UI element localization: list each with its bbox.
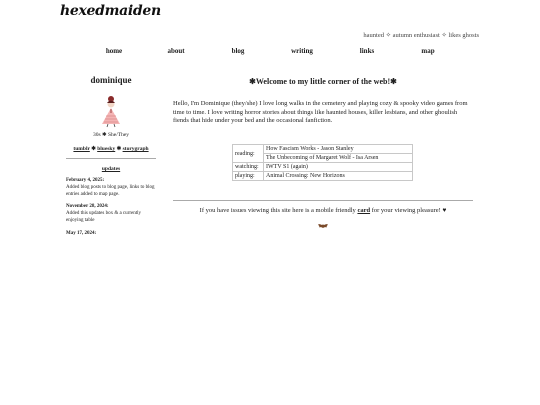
link-separator: ✱ [91,146,96,152]
nav-writing[interactable]: writing [291,47,313,55]
site-tagline: haunted ✧ autumn enthusiast ✧ likes ghosts [363,32,479,39]
table-row [233,172,413,181]
watching-item: IWTV S1 (again) [264,163,413,172]
update-entry [66,178,156,198]
nav-blog[interactable]: blog [231,47,245,55]
update-date: February 4, 2025: [66,178,105,183]
reading-item: The Unbecoming of Margaret Wolf - Isa Arsen [264,154,413,163]
intro-text: Hello, I'm Dominique (they/she) I love long walks in the cemetery and playing cozy & spooky video games from time to time. I love writing horror stories about things like haunted houses, killer lesbians, and other ghoulish fiends that hide under your bed and the occasional fanfiction. [173,100,468,125]
playing-item: Animal Crossing: New Horizons [264,172,413,181]
main-content [173,77,473,214]
profile-name: dominique [90,75,132,85]
social-links [66,146,156,152]
reading-label: reading: [233,145,264,163]
table-row [233,145,413,154]
updates-title: updates [101,166,121,172]
site-logo[interactable]: hexedmaiden [60,3,161,19]
update-text: Added blog posts to blog page, links to blog entries added to map page. [66,184,155,197]
reading-item: How Fascism Works - Jason Stanley [264,145,413,154]
link-separator: ✱ [116,146,122,152]
update-date: November 28, 2024: [66,204,109,210]
card-link[interactable]: card [357,207,371,214]
welcome-heading: ✱Welcome to my little corner of the web!✱ [249,77,397,86]
notice-text-end: for your viewing pleasure! ♥ [371,207,447,214]
table-row [233,163,413,172]
playing-label: playing: [233,172,264,181]
bat-icon [318,223,328,229]
update-entry [66,204,156,224]
nav-map[interactable]: map [421,47,435,55]
ghost-girl-avatar [98,94,124,128]
sidebar [66,75,156,237]
update-text: Added this updates box & a currently enjoying table [66,211,141,223]
notice-text: If you have issues viewing this site here is a mobile friendly [199,207,356,214]
tumblr-link[interactable]: tumblr [73,146,90,152]
update-entry [66,231,156,238]
pronouns: 30s ✱ She/They [92,132,130,138]
mobile-notice [173,207,473,214]
storygraph-link[interactable]: storygraph [122,146,149,152]
currently-enjoying-table [232,144,413,181]
nav-links[interactable]: links [359,47,375,55]
update-date: May 17, 2024: [66,230,97,236]
nav-home[interactable]: home [105,47,123,55]
sidebar-divider [66,158,156,159]
watching-label: watching: [233,163,264,172]
content-divider [173,200,473,201]
bluesky-link[interactable]: bluesky [97,146,116,152]
nav-about[interactable]: about [167,47,185,55]
